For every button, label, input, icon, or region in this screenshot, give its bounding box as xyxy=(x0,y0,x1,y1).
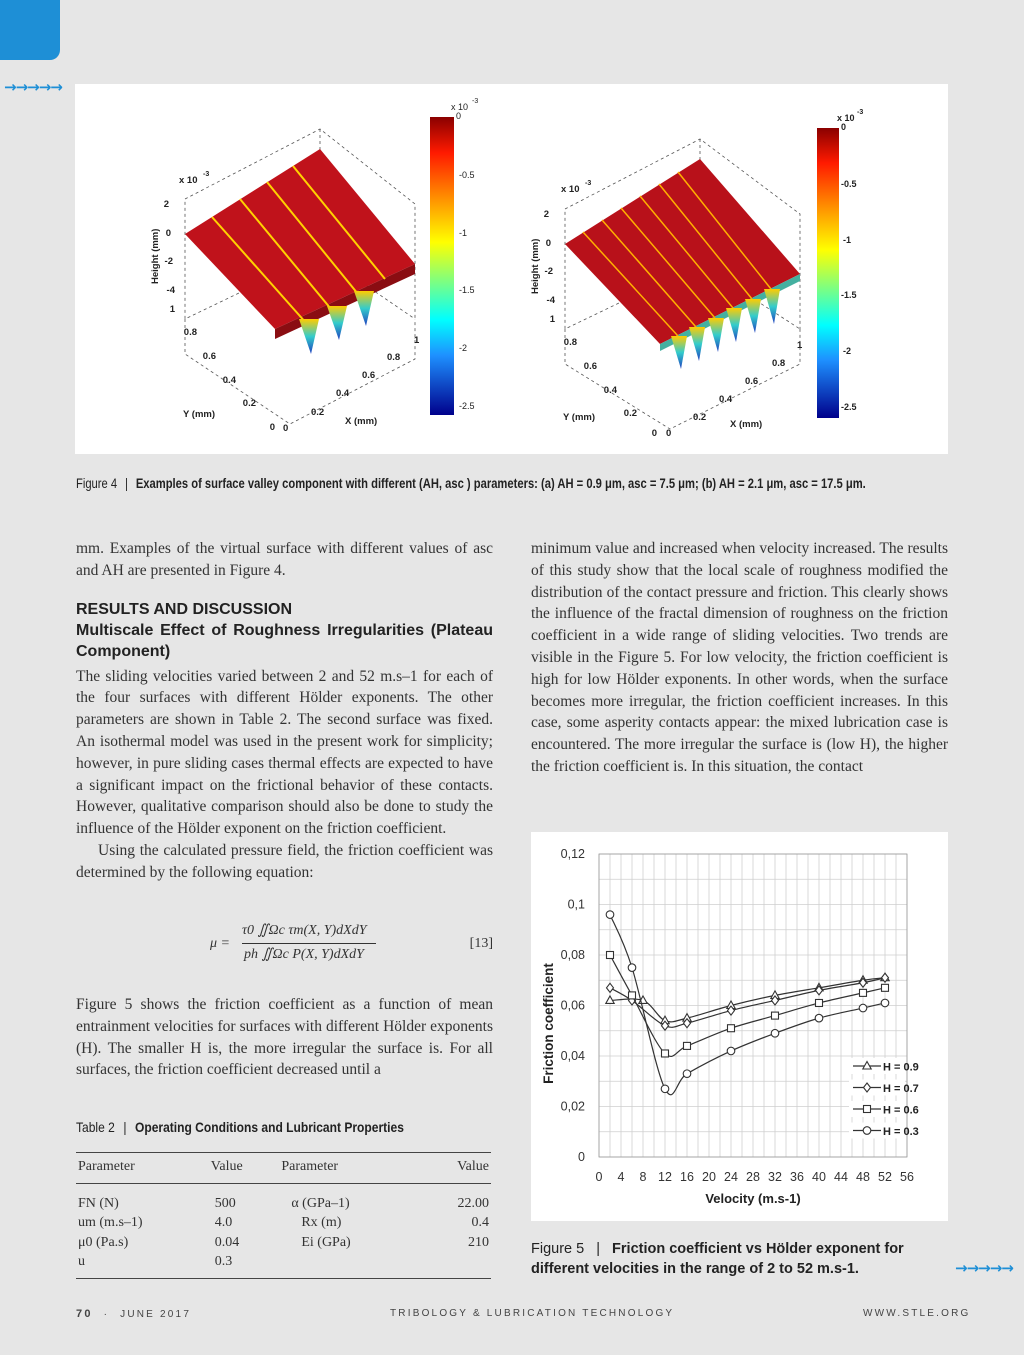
y-tick-label: 0,12 xyxy=(560,847,585,861)
data-point xyxy=(728,1025,735,1032)
y-tick-label: 0,04 xyxy=(560,1049,585,1063)
x-tick-label: 28 xyxy=(746,1170,760,1184)
y-tick: 0.2 xyxy=(623,408,637,419)
column-header: Value xyxy=(420,1153,491,1184)
y-tick: 0 xyxy=(269,422,275,433)
colorbar-tick: 0 xyxy=(456,111,462,121)
table-cell: 0.04 xyxy=(214,1234,240,1250)
table-row xyxy=(76,1184,491,1214)
colorbar-tick: -2 xyxy=(843,346,852,356)
figure-4 xyxy=(75,84,948,454)
corner-tab xyxy=(0,0,60,60)
legend-entry xyxy=(849,1123,919,1139)
operating-conditions-table xyxy=(76,1152,491,1279)
subsection-heading: Multiscale Effect of Roughness Irregularities (Plateau Component) xyxy=(76,621,493,660)
colorbar-tick: -0.5 xyxy=(841,179,857,189)
data-point xyxy=(772,1012,779,1019)
table-header-row xyxy=(76,1153,491,1184)
colorbar xyxy=(430,117,454,415)
colorbar-tick: 0 xyxy=(841,122,847,132)
y-tick-label: 0,1 xyxy=(567,897,585,912)
scale-label: x 10 xyxy=(561,184,580,195)
x-tick-label: 12 xyxy=(658,1170,672,1184)
y-axis-label: Y (mm) xyxy=(563,412,596,423)
x-tick-label: 56 xyxy=(900,1170,914,1184)
right-column xyxy=(531,538,948,778)
table-cell: 4.0 xyxy=(214,1215,233,1231)
z-axis-label: Height (mm) xyxy=(530,238,541,294)
caption-text: Examples of surface valley component with different (AH, asc ) parameters: (a) AH = 0.9 μm, asc = 7.5 μm; (b) AH = 2.1 μm, asc = 17.5 μm. xyxy=(135,475,866,491)
paragraph: Using the calculated pressure field, the friction coefficient was determined by the following equation: xyxy=(76,841,493,881)
legend-entry xyxy=(849,1101,919,1117)
table-2-caption xyxy=(76,1119,404,1135)
data-point xyxy=(683,1070,691,1078)
caption-separator: | xyxy=(123,1119,127,1135)
x-tick: 0.6 xyxy=(745,376,759,387)
legend-label: H = 0.3 xyxy=(883,1126,919,1138)
z-tick: -4 xyxy=(166,285,175,296)
table-cell: FN (N) xyxy=(78,1195,119,1211)
x-tick-label: 8 xyxy=(639,1170,647,1184)
z-tick: -2 xyxy=(164,256,173,267)
arrow-icons: →→→→→ xyxy=(955,1259,1013,1277)
x-tick: 0 xyxy=(283,423,289,434)
table-cell: Ei (GPa) xyxy=(301,1234,351,1250)
data-point xyxy=(859,1004,867,1012)
z-axis-label: Height (mm) xyxy=(150,228,161,284)
surface-plot-a xyxy=(150,98,478,434)
x-tick-label: 0 xyxy=(595,1170,603,1184)
y-tick: 0.8 xyxy=(183,327,197,338)
caption-separator: | xyxy=(125,475,128,491)
table-cell: 0.4 xyxy=(471,1215,489,1231)
x-tick-label: 40 xyxy=(812,1170,826,1184)
y-axis-label: Friction coefficient xyxy=(541,963,556,1084)
left-column-continued xyxy=(76,994,493,1081)
table-cell xyxy=(420,1253,491,1279)
table-cell: 210 xyxy=(468,1234,489,1250)
scale-exponent: -3 xyxy=(585,180,592,187)
legend-entry xyxy=(849,1080,919,1096)
x-axis-label: X (mm) xyxy=(730,419,763,430)
equation-13 xyxy=(210,922,495,970)
table-cell: μ0 (Pa.s) xyxy=(78,1234,129,1250)
y-tick-label: 0,02 xyxy=(560,1099,585,1114)
x-axis-label: Velocity (m.s-1) xyxy=(705,1191,801,1206)
table-cell: 22.00 xyxy=(457,1195,489,1211)
x-tick: 0.8 xyxy=(387,352,401,363)
y-tick: 0.8 xyxy=(563,337,577,348)
y-axis-label: Y (mm) xyxy=(183,409,216,420)
z-tick: 0 xyxy=(545,238,551,249)
table-cell xyxy=(279,1253,420,1279)
data-point xyxy=(860,989,867,996)
x-tick: 0.2 xyxy=(311,407,325,418)
x-tick-label: 4 xyxy=(617,1170,625,1184)
series-circle xyxy=(606,911,889,1095)
x-axis-label: X (mm) xyxy=(345,416,378,427)
series-line xyxy=(610,978,885,1022)
table-cell: Rx (m) xyxy=(301,1215,342,1231)
column-header: Value xyxy=(209,1153,280,1184)
x-tick-label: 32 xyxy=(768,1170,782,1184)
legend-marker xyxy=(864,1106,871,1113)
caption-text: Friction coefficient vs Hölder exponent for different velocities in the range of 2 to 52 m.s-1. xyxy=(531,1241,904,1277)
colorbar-tick: -1 xyxy=(459,228,468,238)
series-line xyxy=(610,915,885,1095)
x-tick: 0.2 xyxy=(693,412,707,423)
data-point xyxy=(606,911,614,919)
data-point xyxy=(607,952,614,959)
paragraph: The sliding velocities varied between 2 and 52 m.s–1 for each of the four surfaces with different Hölder exponents. The other parameters are shown in Table 2. The second surface was fixed. An isothermal model was used in the present work for simplicity; however, in pure sliding cases thermal effects are expected to have a significant impact on the frictional behavior of these contacts. However, qualitative comparison should also be done to study the influence of the Hölder exponent on the friction coefficient. xyxy=(76,667,493,838)
column-header: Parameter xyxy=(76,1153,209,1184)
page-number: 70 xyxy=(76,1308,93,1320)
data-point xyxy=(662,1050,669,1057)
table-cell: 0.3 xyxy=(209,1253,280,1279)
equation-number: [13] xyxy=(469,936,493,951)
table-row xyxy=(76,1214,491,1234)
legend-label: H = 0.9 xyxy=(883,1061,919,1074)
y-tick: 0.2 xyxy=(242,398,256,409)
colorbar-tick: -1 xyxy=(843,235,852,245)
y-tick: 0.6 xyxy=(583,361,597,372)
y-tick-label: 0,08 xyxy=(560,948,585,962)
z-tick: 2 xyxy=(543,209,549,220)
x-tick-label: 44 xyxy=(834,1170,848,1184)
colorbar-exponent: -3 xyxy=(472,98,479,105)
section-heading: RESULTS AND DISCUSSION xyxy=(76,600,293,618)
scale-label: x 10 xyxy=(179,175,198,186)
caption-separator: | xyxy=(596,1241,601,1257)
x-tick-label: 48 xyxy=(856,1170,870,1184)
y-tick: 0.6 xyxy=(202,351,216,362)
legend-entry xyxy=(849,1058,919,1074)
caption-label: Figure 4 xyxy=(76,475,118,491)
colorbar xyxy=(817,128,839,418)
data-point xyxy=(815,1014,823,1022)
x-tick-label: 52 xyxy=(878,1170,892,1184)
x-tick: 0.8 xyxy=(772,358,786,369)
y-tick: 0.4 xyxy=(603,385,617,396)
colorbar-tick: -2 xyxy=(459,343,468,353)
paragraph: mm. Examples of the virtual surface with different values of asc and AH are presented in Figure 4. xyxy=(76,540,493,579)
y-tick-label: 0,06 xyxy=(560,998,585,1013)
issue-date: JUNE 2017 xyxy=(120,1309,192,1320)
figure-5 xyxy=(531,832,948,1221)
data-point xyxy=(684,1042,691,1049)
left-column xyxy=(76,538,493,884)
colorbar-tick: -0.5 xyxy=(459,170,475,180)
x-tick-label: 20 xyxy=(702,1170,716,1184)
x-tick-label: 24 xyxy=(724,1170,738,1184)
y-tick: 0 xyxy=(651,428,657,439)
journal-url[interactable]: WWW.STLE.ORG xyxy=(863,1308,971,1319)
caption-text: Operating Conditions and Lubricant Properties xyxy=(134,1119,404,1135)
caption-label: Table 2 xyxy=(76,1119,115,1135)
x-tick: 1 xyxy=(797,340,803,351)
legend-label: H = 0.7 xyxy=(883,1083,919,1095)
footer-page-info xyxy=(76,1308,191,1320)
x-tick-label: 16 xyxy=(680,1170,694,1184)
legend-label: H = 0.6 xyxy=(883,1104,919,1117)
data-point xyxy=(629,992,636,999)
colorbar-tick: -2.5 xyxy=(841,402,857,412)
data-point xyxy=(771,1029,779,1037)
data-point xyxy=(607,983,614,992)
colorbar-exponent: -3 xyxy=(857,109,864,116)
colorbar-scale: x 10 xyxy=(837,113,855,123)
y-tick: 1 xyxy=(549,314,555,325)
data-point xyxy=(661,1085,669,1093)
z-tick: 2 xyxy=(163,199,169,210)
x-tick: 0.4 xyxy=(336,388,350,399)
caption-label: Figure 5 xyxy=(531,1241,585,1257)
arrow-icons: →→→→→ xyxy=(4,78,62,96)
data-point xyxy=(881,999,889,1007)
colorbar-tick: -1.5 xyxy=(459,285,475,295)
equation-lhs: μ = xyxy=(210,936,230,951)
x-tick: 0.6 xyxy=(362,370,376,381)
data-point xyxy=(628,964,636,972)
equation-denominator: ph ∬Ωc P(X, Y)dXdY xyxy=(244,947,364,962)
x-tick-label: 36 xyxy=(790,1170,804,1184)
paragraph: minimum value and increased when velocity increased. The results of this study show that the local scale of roughness modified the distribution of the contact pressure and friction. This clearly shows the influence of the fractal dimension of roughness on the friction coefficient in a wide range of sliding velocities. Two trends are visible in the Figure 5. For low velocity, the friction coefficient is high for low Hölder exponents. In other words, when the surface becomes more irregular, the friction coefficient increases. In this case, some asperity contacts appear: the mixed lubrication case is encountered. The more irregular the surface is (low H), the higher the friction coefficient is. In this situation, the contact xyxy=(531,540,948,775)
colorbar-scale: x 10 xyxy=(451,102,469,112)
table-cell: 500 xyxy=(214,1195,236,1211)
table-row xyxy=(76,1233,491,1253)
series-line xyxy=(610,978,885,1028)
z-tick: -4 xyxy=(546,295,555,306)
table-cell: u xyxy=(76,1253,209,1279)
x-tick: 0 xyxy=(666,428,672,439)
footer-separator: · xyxy=(103,1309,110,1320)
scale-exponent: -3 xyxy=(203,171,210,178)
y-tick: 1 xyxy=(169,304,175,315)
colorbar-tick: -1.5 xyxy=(841,290,857,300)
legend-marker xyxy=(863,1127,871,1135)
surface-plot-b xyxy=(530,109,863,439)
table-cell: α (GPa–1) xyxy=(291,1195,350,1211)
data-point xyxy=(882,984,889,991)
z-tick: 0 xyxy=(165,228,171,239)
equation-numerator: τ0 ∬Ωc τm(X, Y)dXdY xyxy=(242,923,367,938)
x-tick: 0.4 xyxy=(719,394,733,405)
data-point xyxy=(727,1047,735,1055)
figure-4-caption xyxy=(76,475,866,491)
y-tick: 0.4 xyxy=(222,375,236,386)
paragraph: Figure 5 shows the friction coefficient as a function of mean entrainment velocities for surfaces with different Hölder exponents (H). The smaller H is, the more irregular the surface is. For all surfaces, the friction coefficient decreased until a xyxy=(76,996,493,1079)
x-tick: 1 xyxy=(414,335,420,346)
series-triangle xyxy=(606,973,889,1023)
table-row xyxy=(76,1253,491,1279)
column-header: Parameter xyxy=(279,1153,420,1184)
journal-name: TRIBOLOGY & LUBRICATION TECHNOLOGY xyxy=(390,1308,675,1319)
y-tick-label: 0 xyxy=(578,1150,585,1164)
colorbar-tick: -2.5 xyxy=(459,401,475,411)
figure-5-caption xyxy=(531,1239,948,1279)
table-cell: um (m.s–1) xyxy=(78,1215,143,1231)
z-tick: -2 xyxy=(544,266,553,277)
data-point xyxy=(816,999,823,1006)
